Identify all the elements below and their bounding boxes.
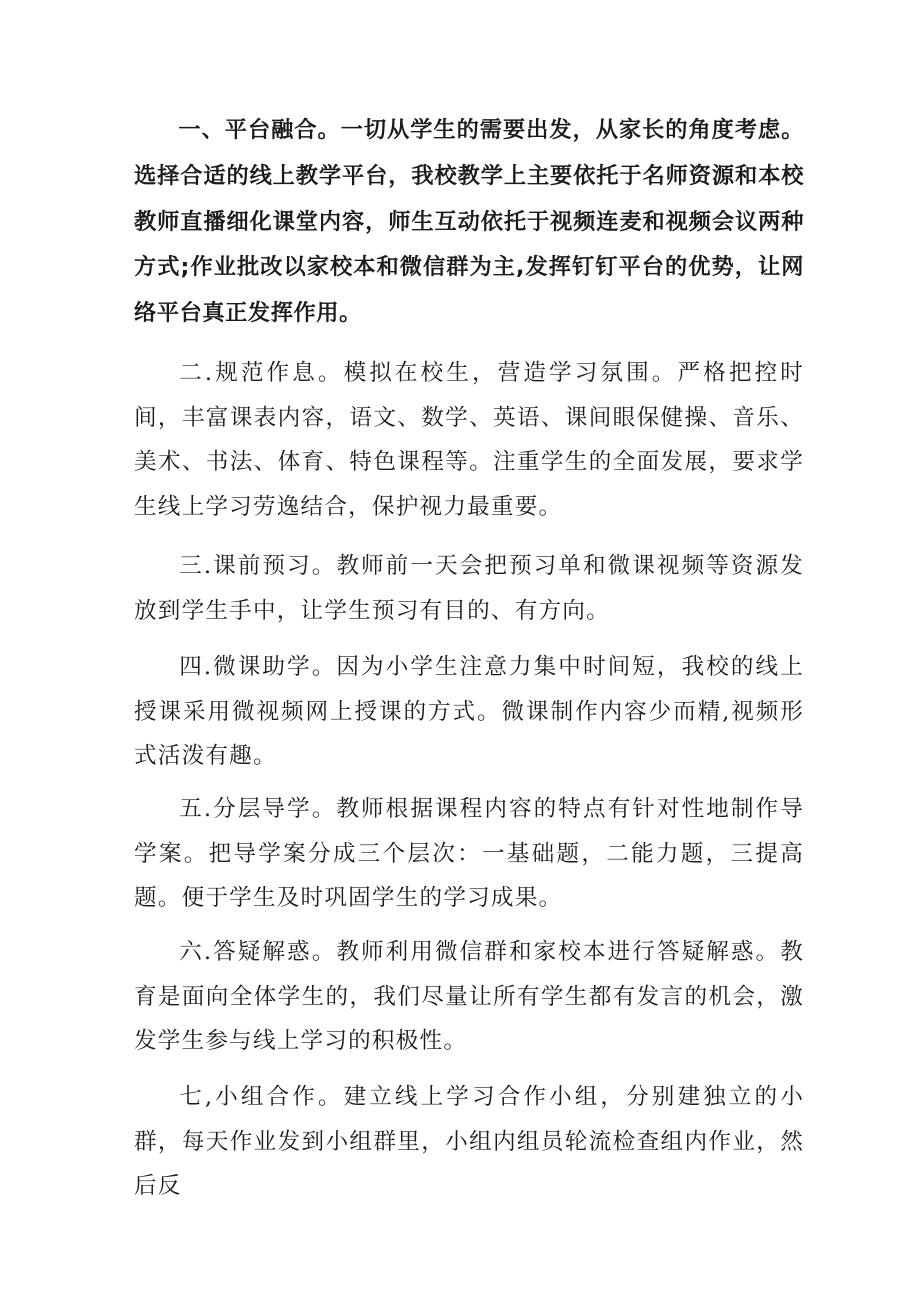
paragraph-group-cooperation: 七,小组合作。建立线上学习合作小组，分别建独立的小群，每天作业发到小组群里，小组内组员轮流检查组内作业，然后反: [134, 1084, 804, 1200]
paragraph-standard-schedule: 二.规范作息。模拟在校生，营造学习氛围。严格把控时间，丰富课表内容，语文、数学、英语、课间眼保健操、音乐、美术、书法、体育、特色课程等。注重学生的全面发展，要求学生线上学习劳逸结合，保护视力最重要。: [134, 360, 804, 520]
paragraph-micro-lesson: 四.微课助学。因为小学生注意力集中时间短，我校的线上授课采用微视频网上授课的方式。微课制作内容少而精,视频形式活泼有趣。: [134, 654, 804, 770]
paragraph-tiered-guidance: 五.分层导学。教师根据课程内容的特点有针对性地制作导学案。把导学案分成三个层次：一基础题，二能力题，三提高题。便于学生及时巩固学生的学习成果。: [134, 796, 804, 912]
paragraph-question-answering: 六.答疑解惑。教师利用微信群和家校本进行答疑解惑。教育是面向全体学生的，我们尽量让所有学生都有发言的机会，激发学生参与线上学习的积极性。: [134, 939, 804, 1055]
paragraph-pre-class-preview: 三.课前预习。教师前一天会把预习单和微课视频等资源发放到学生手中，让学生预习有目的、有方向。: [134, 553, 804, 624]
paragraph-platform-integration: 一、平台融合。一切从学生的需要出发，从家长的角度考虑。选择合适的线上教学平台，我校教学上主要依托于名师资源和本校教师直播细化课堂内容，师生互动依托于视频连麦和视频会议两种方式;作业批改以家校本和微信群为主,发挥钉钉平台的优势，让网络平台真正发挥作用。: [134, 117, 804, 327]
